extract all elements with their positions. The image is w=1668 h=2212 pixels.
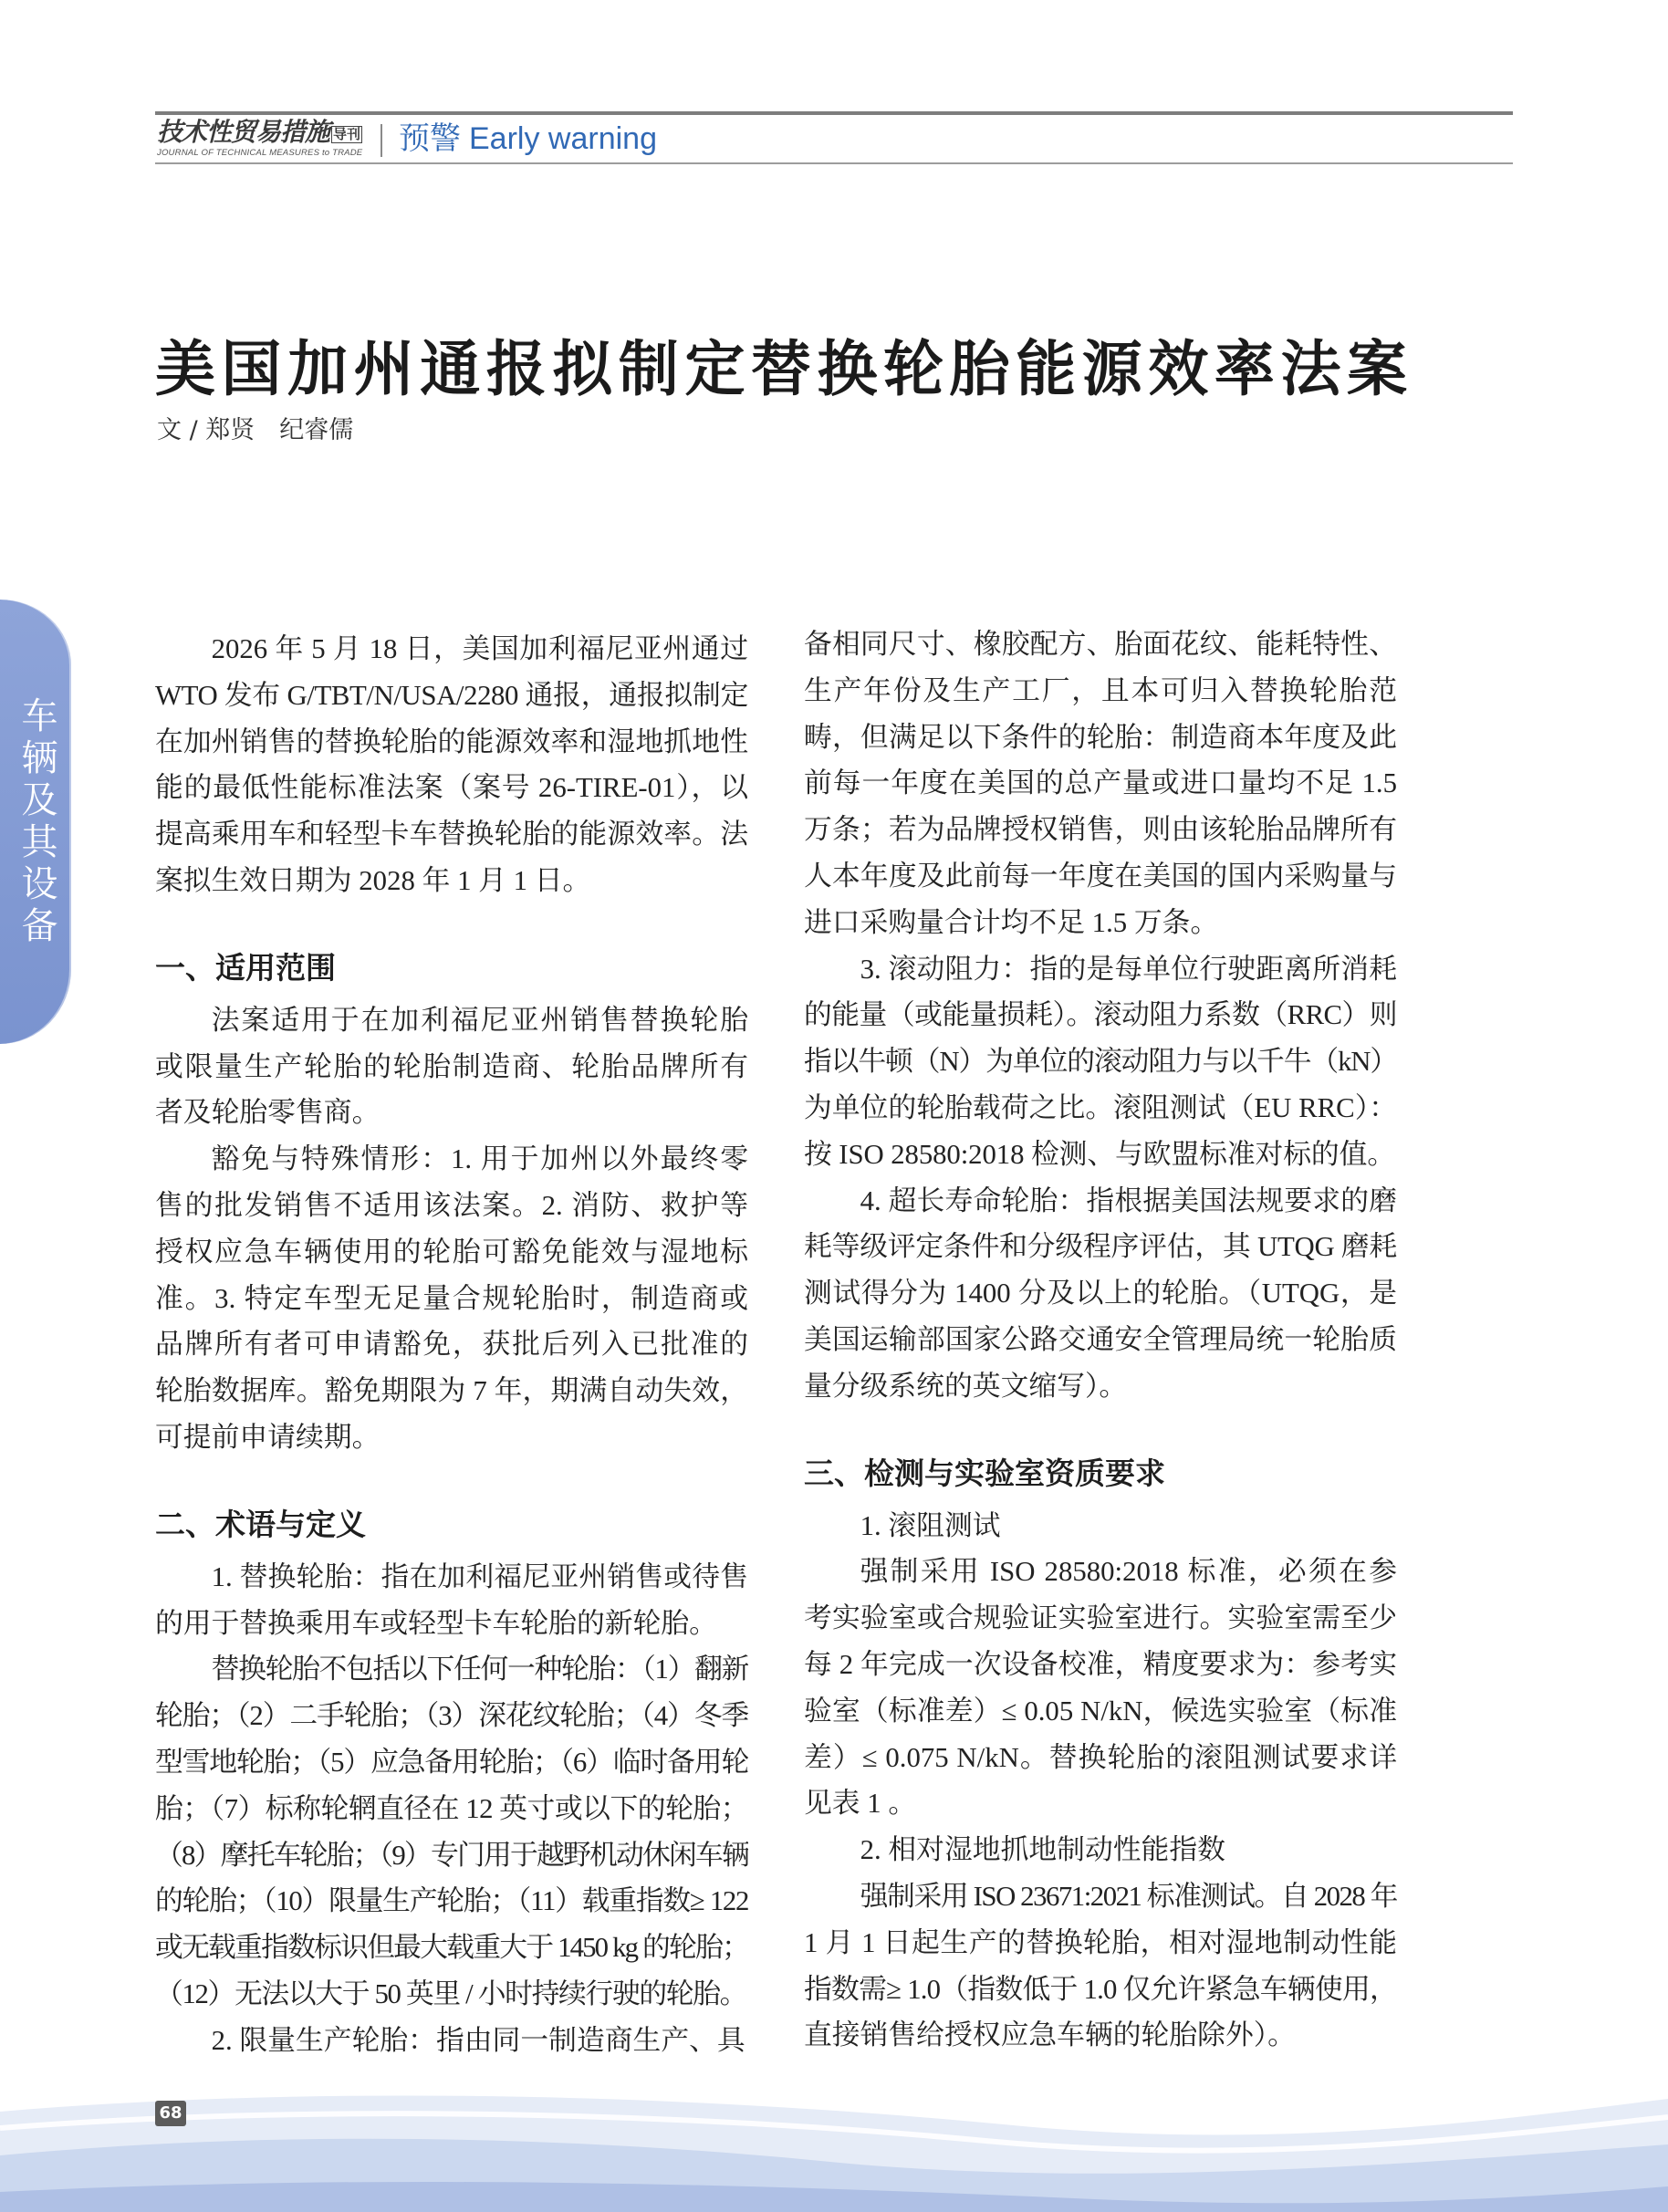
text-line: 的能量（或能量损耗）。滚动阻力系数（RRC）则 bbox=[804, 999, 1397, 1031]
text-line: 量分级系统的英文缩写）。 bbox=[804, 1370, 1128, 1402]
text-line: WTO 发布 G/TBT/N/USA/2280 通报，通报拟制定 bbox=[155, 679, 748, 711]
text-line: 畴，但满足以下条件的轮胎：制造商本年度及此 bbox=[804, 721, 1397, 753]
text-line: 准。3. 特定车型无足量合规轮胎时，制造商或 bbox=[155, 1282, 748, 1314]
article-byline: 文 / 郑贤 纪睿儒 bbox=[157, 416, 354, 444]
text-line: 型雪地轮胎；（5）应急备用轮胎；（6）临时备用轮 bbox=[155, 1746, 748, 1778]
text-line: 人本年度及此前每一年度在美国的国内采购量与 bbox=[804, 860, 1397, 892]
category-label: 车辆及其设备 bbox=[16, 696, 57, 948]
text-line: 1. 替换轮胎：指在加利福尼亚州销售或待售 bbox=[211, 1560, 748, 1592]
section-label bbox=[399, 120, 657, 157]
bottom-wave-decoration bbox=[0, 2071, 1668, 2212]
paragraph bbox=[804, 1503, 1397, 1549]
text-line: 直接销售给授权应急车辆的轮胎除外）。 bbox=[804, 2019, 1296, 2051]
text-line: 差）≤ 0.075 N/kN。替换轮胎的滚阻测试要求详 bbox=[804, 1741, 1397, 1773]
text-line: 胎；（7）标称轮辋直径在 12 英寸或以下的轮胎； bbox=[155, 1792, 748, 1824]
article-column-left bbox=[155, 626, 748, 2064]
text-line: 强制采用 ISO 23671:2021 标准测试。自 2028 年 bbox=[860, 1880, 1397, 1912]
text-line: 测试得分为 1400 分及以上的轮胎。（UTQG，是 bbox=[804, 1278, 1397, 1309]
text-line: 能的最低性能标准法案（案号 26-TIRE-01），以 bbox=[155, 772, 748, 804]
paragraph bbox=[155, 1646, 748, 2017]
paragraph bbox=[804, 1827, 1397, 1873]
text-line: 指数需≥ 1.0（指数低于 1.0 仅允许紧急车辆使用， bbox=[804, 1973, 1397, 2005]
section-label-cn: 预警 bbox=[399, 121, 461, 156]
text-line: 案拟生效日期为 2028 年 1 月 1 日。 bbox=[155, 864, 591, 896]
text-line: 售的批发销售不适用该法案。2. 消防、救护等 bbox=[155, 1189, 748, 1221]
text-line: 3. 滚动阻力：指的是每单位行驶距离所消耗 bbox=[860, 953, 1397, 985]
paragraph bbox=[804, 946, 1397, 1178]
text-line: 指以牛顿（N）为单位的滚动阻力与以千牛（kN） bbox=[804, 1046, 1397, 1078]
text-line: 在加州销售的替换轮胎的能源效率和湿地抓地性 bbox=[155, 725, 748, 757]
text-line: 见表 1 。 bbox=[804, 1788, 917, 1820]
header-separator bbox=[381, 124, 382, 157]
paragraph bbox=[155, 1136, 748, 1461]
header-rule-top bbox=[155, 111, 1513, 115]
text-line: 豁免与特殊情形：1. 用于加州以外最终零 bbox=[211, 1143, 748, 1175]
text-line: 4. 超长寿命轮胎：指根据美国法规要求的磨 bbox=[860, 1184, 1397, 1216]
journal-suffix: 导刊 bbox=[333, 126, 361, 142]
paragraph bbox=[155, 1554, 748, 1647]
text-line: 轮胎数据库。豁免期限为 7 年，期满自动失效， bbox=[155, 1375, 748, 1407]
section-label-en: Early warning bbox=[469, 121, 657, 156]
text-line: 为单位的轮胎载荷之比。滚阻测试（EU RRC）： bbox=[804, 1091, 1397, 1123]
text-line: 替换轮胎不包括以下任何一种轮胎：（1）翻新 bbox=[211, 1654, 748, 1685]
journal-name: 技术性贸易措施 bbox=[157, 117, 330, 147]
text-line: 耗等级评定条件和分级程序评估，其 UTQG 磨耗 bbox=[804, 1231, 1397, 1263]
paragraph bbox=[155, 626, 748, 904]
section-heading: 三、检测与实验室资质要求 bbox=[804, 1455, 1165, 1491]
text-line: 品牌所有者可申请豁免，获批后列入已批准的 bbox=[155, 1329, 748, 1361]
text-line: 2026 年 5 月 18 日，美国加利福尼亚州通过 bbox=[211, 633, 748, 664]
paragraph bbox=[804, 1178, 1397, 1410]
paragraph bbox=[804, 1549, 1397, 1827]
text-line: （8）摩托车轮胎；（9）专门用于越野机动休闲车辆 bbox=[155, 1839, 748, 1871]
text-line: 可提前申请续期。 bbox=[155, 1421, 381, 1453]
paragraph bbox=[804, 621, 1397, 946]
text-line: 1 月 1 日起生产的替换轮胎，相对湿地制动性能 bbox=[804, 1926, 1397, 1958]
text-line: 提高乘用车和轻型卡车替换轮胎的能源效率。法 bbox=[155, 819, 748, 850]
text-line: 2. 相对湿地抓地制动性能指数 bbox=[860, 1834, 1225, 1866]
text-line: 万条；若为品牌授权销售，则由该轮胎品牌所有 bbox=[804, 814, 1397, 846]
text-line: 生产年份及生产工厂，且本可归入替换轮胎范 bbox=[804, 674, 1397, 706]
text-line: 前每一年度在美国的总产量或进口量均不足 1.5 bbox=[804, 767, 1397, 799]
text-line: 的用于替换乘用车或轻型卡车轮胎的新轮胎。 bbox=[155, 1607, 717, 1639]
text-line: 美国运输部国家公路交通安全管理局统一轮胎质 bbox=[804, 1323, 1397, 1355]
journal-logo bbox=[157, 119, 376, 158]
text-line: 按 ISO 28580:2018 检测、与欧盟标准对标的值。 bbox=[804, 1138, 1396, 1170]
text-line: 验室（标准差）≤ 0.05 N/kN，候选实验室（标准 bbox=[804, 1695, 1397, 1727]
page-number: 68 bbox=[155, 2101, 186, 2126]
text-line: 者及轮胎零售商。 bbox=[155, 1097, 381, 1129]
text-line: 备相同尺寸、橡胶配方、胎面花纹、能耗特性、 bbox=[804, 629, 1397, 660]
text-line: 每 2 年完成一次设备校准，精度要求为：参考实 bbox=[804, 1648, 1397, 1680]
paragraph bbox=[155, 2018, 748, 2064]
text-line: （12）无法以大于 50 英里 / 小时持续行驶的轮胎。 bbox=[155, 1977, 747, 2009]
text-line: 考实验室或合规验证实验室进行。实验室需至少 bbox=[804, 1602, 1397, 1634]
text-line: 或无载重指数标识但最大载重大于 1450 kg 的轮胎； bbox=[155, 1932, 748, 1964]
section-heading: 一、适用范围 bbox=[155, 949, 336, 986]
paragraph bbox=[155, 997, 748, 1136]
paragraph bbox=[804, 1873, 1397, 2059]
text-line: 法案适用于在加利福尼亚州销售替换轮胎 bbox=[211, 1004, 748, 1036]
journal-english-name: JOURNAL OF TECHNICAL MEASURES to TRADE bbox=[157, 148, 363, 158]
section-heading: 二、术语与定义 bbox=[155, 1506, 366, 1542]
text-line: 轮胎；（2）二手轮胎；（3）深花纹轮胎；（4）冬季 bbox=[155, 1700, 748, 1732]
text-line: 授权应急车辆使用的轮胎可豁免能效与湿地标 bbox=[155, 1236, 748, 1268]
text-line: 2. 限量生产轮胎：指由同一制造商生产、具 bbox=[211, 2024, 745, 2056]
text-line: 的轮胎；（10）限量生产轮胎；（11）载重指数≥ 122 bbox=[155, 1885, 748, 1917]
text-line: 强制采用 ISO 28580:2018 标准，必须在参 bbox=[860, 1556, 1397, 1588]
text-line: 或限量生产轮胎的轮胎制造商、轮胎品牌所有 bbox=[155, 1050, 748, 1082]
header-rule-bottom bbox=[155, 162, 1513, 164]
text-line: 进口采购量合计均不足 1.5 万条。 bbox=[804, 906, 1219, 938]
article-title: 美国加州通报拟制定替换轮胎能源效率法案 bbox=[155, 334, 1407, 404]
category-side-tab bbox=[0, 600, 71, 1044]
text-line: 1. 滚阻测试 bbox=[860, 1509, 1001, 1541]
article-column-right bbox=[804, 621, 1397, 2059]
